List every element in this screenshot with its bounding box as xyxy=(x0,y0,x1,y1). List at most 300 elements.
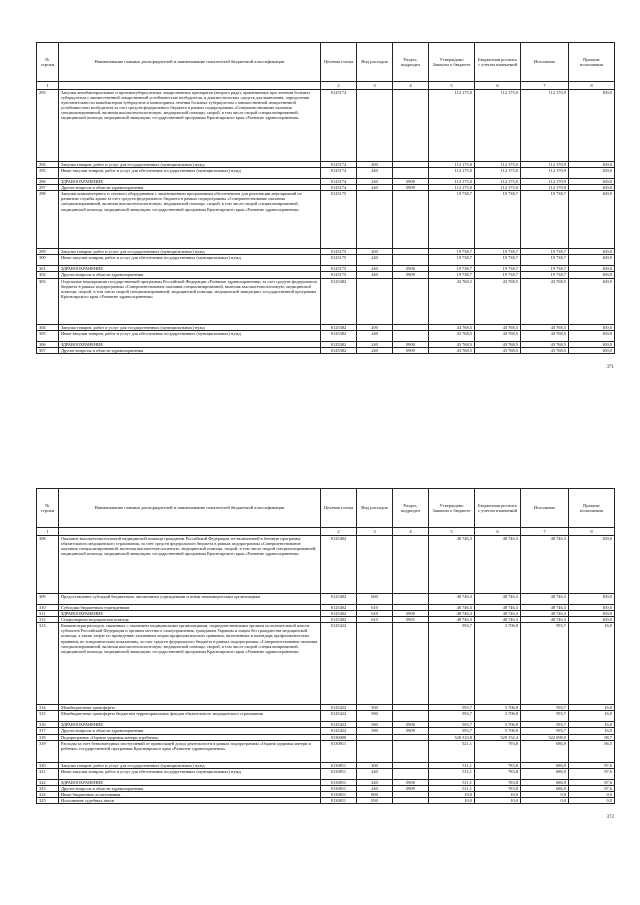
row-name: ЗДРАВООХРАНЕНИЕ xyxy=(59,266,321,272)
row-executed: 593,7 xyxy=(521,711,569,722)
row-target-code: 0125402 xyxy=(321,594,357,605)
row-approved: 19 738,7 xyxy=(429,266,475,272)
table-row xyxy=(37,278,615,324)
row-budget-list: 3 706,8 xyxy=(475,711,521,722)
row-percent: 16,0 xyxy=(569,623,615,705)
document-page-371 xyxy=(36,42,614,370)
row-expense-type: 830 xyxy=(357,798,393,804)
row-executed: 43 768,5 xyxy=(521,330,569,341)
row-executed: 112 170,9 xyxy=(521,168,569,179)
row-approved: 19 738,7 xyxy=(429,191,475,249)
row-name: ЗДРАВООХРАНЕНИЕ xyxy=(59,341,321,347)
row-executed: 48 746,3 xyxy=(521,617,569,623)
row-target-code: 0125402 xyxy=(321,617,357,623)
row-expense-type: 200 xyxy=(357,324,393,330)
row-target-code: 0130811 xyxy=(321,785,357,791)
row-section: 0900 xyxy=(393,611,429,617)
row-expense-type: 240 xyxy=(357,341,393,347)
table-row xyxy=(37,168,615,179)
table-row xyxy=(37,255,615,266)
row-name: Закупки компьютерного и сетевого оборудования с лицензионным программным обеспечением для реализации мероприятий по развитию службы крови за счет средств федерального бюджета в рамках подпрограммы «Совершенствование оказания специализированной, включая высокотехнологичную, медицинской помощи, скорой, в том числе скорой специализированной, медицинской помощи, медицинской эвакуации» государственной программы Красноярского края «Развитие здравоохранения» xyxy=(59,191,321,249)
row-percent: 100,0 xyxy=(569,249,615,255)
row-expense-type xyxy=(357,278,393,324)
header-num: № строки xyxy=(37,43,59,82)
row-expense-type: 240 xyxy=(357,255,393,266)
row-number: 294 xyxy=(37,162,59,168)
table-row xyxy=(37,798,615,804)
row-executed: 19 738,7 xyxy=(521,249,569,255)
row-number: 313 xyxy=(37,623,59,705)
row-approved: 48 746,3 xyxy=(429,617,475,623)
row-name: Стационарная медицинская помощь xyxy=(59,617,321,623)
row-expense-type xyxy=(357,536,393,594)
row-section: 0909 xyxy=(393,347,429,353)
row-budget-list: 48 746,3 xyxy=(475,594,521,605)
row-name: Иные закупки товаров, работ и услуг для обеспечения государственных (муниципальных) нужд xyxy=(59,168,321,179)
row-budget-list: 43 768,5 xyxy=(475,330,521,341)
row-number: 319 xyxy=(37,740,59,762)
row-number: 308 xyxy=(37,536,59,594)
row-approved: 43 768,5 xyxy=(429,341,475,347)
index-7: 7 xyxy=(521,82,569,90)
row-approved: 48 746,3 xyxy=(429,611,475,617)
row-budget-list: 43 768,5 xyxy=(475,347,521,353)
index-8: 8 xyxy=(569,528,615,536)
row-name: Другие вопросы в области здравоохранения xyxy=(59,728,321,734)
row-name: Расходы за счет безвозмездных поступлений от приносящей доход деятельности в рамках подпрограммы «Охрана здоровья матери и ребенка» государственной программы Красноярского края «Развитие здравоохранения» xyxy=(59,740,321,762)
row-budget-list: 783,8 xyxy=(475,779,521,785)
row-executed: 593,7 xyxy=(521,705,569,711)
row-approved: 112 175,0 xyxy=(429,162,475,168)
document-page-372 xyxy=(36,488,614,820)
row-executed: 19 738,7 xyxy=(521,272,569,278)
row-name: Исполнение судебных актов xyxy=(59,798,321,804)
row-expense-type: 580 xyxy=(357,711,393,722)
row-approved: 48 746,3 xyxy=(429,536,475,594)
row-budget-list: 3 706,8 xyxy=(475,722,521,728)
row-budget-list: 10,0 xyxy=(475,791,521,797)
row-number: 301 xyxy=(37,266,59,272)
row-expense-type: 240 xyxy=(357,347,393,353)
row-expense-type: 610 xyxy=(357,605,393,611)
row-percent: 100,0 xyxy=(569,191,615,249)
row-name: Другие вопросы в области здравоохранения xyxy=(59,785,321,791)
row-number: 311 xyxy=(37,611,59,617)
index-6: 6 xyxy=(475,82,521,90)
row-percent: 100,0 xyxy=(569,272,615,278)
row-name: Закупки антибактериальных и противотуберкулезных лекарственных препаратов (второго ряда), применяемых при лечении больных туберкулезом с множественной лекарственной устойчивостью возбудителя, и диагностических средств для выявления, определения чувствительности микобактерии туберкулеза и мониторинга лечения больных туберкулезом с множественной лекарственной устойчивостью возбудителя за счет средств федерального бюджета в рамках подпрограммы «Совершенствование оказания специализированной, включая высокотехнологичную, медицинской помощи, скорой, в том числе скорой специализированной, медицинской помощи, медицинской эвакуации» государственной программы Красноярского края «Развитие здравоохранения» xyxy=(59,90,321,162)
header-utv: Утверждено Законом о бюджете xyxy=(429,489,475,528)
row-percent: 100,0 xyxy=(569,611,615,617)
row-approved: 593,7 xyxy=(429,728,475,734)
row-name: ЗДРАВООХРАНЕНИЕ xyxy=(59,179,321,185)
row-section xyxy=(393,740,429,762)
row-name: Межбюджетные трансферты бюджетам территориальных фондов обязательного медицинского страхования xyxy=(59,711,321,722)
row-approved: 511,1 xyxy=(429,768,475,779)
row-name: Другие вопросы в области здравоохранения xyxy=(59,185,321,191)
row-executed: 43 768,5 xyxy=(521,324,569,330)
row-percent: 100,0 xyxy=(569,162,615,168)
row-number: 302 xyxy=(37,272,59,278)
row-executed: 43 768,5 xyxy=(521,278,569,324)
row-percent: 100,0 xyxy=(569,90,615,162)
index-3: 3 xyxy=(357,82,393,90)
row-expense-type: 500 xyxy=(357,705,393,711)
row-section xyxy=(393,798,429,804)
row-name: Предоставление субсидий бюджетным, автономным учреждениям и иным некоммерческим организациям xyxy=(59,594,321,605)
row-target-code: 0125422 xyxy=(321,711,357,722)
row-percent: 100,0 xyxy=(569,324,615,330)
row-number: 310 xyxy=(37,605,59,611)
row-approved: 511,1 xyxy=(429,779,475,785)
row-target-code: 0125402 xyxy=(321,536,357,594)
row-percent: 16,0 xyxy=(569,722,615,728)
row-percent: 16,0 xyxy=(569,711,615,722)
row-name: Оказание высокотехнологичной медицинской помощи гражданам Российской Федерации, не включенной в базовую программу обязательного медицинского страхования, за счет средств федерального бюджета в рамках подпрограммы «Совершенствование оказания специализированной, включая высокотехнологичную, медицинской помощи, скорой, в том числе скорой специализированной, медицинской помощи, медицинской эвакуации» государственной программы Красноярского края «Развитие здравоохранения» xyxy=(59,536,321,594)
row-section: 0909 xyxy=(393,728,429,734)
row-number: 299 xyxy=(37,249,59,255)
row-target-code: 0125174 xyxy=(321,90,357,162)
header-vid: Вид расходов xyxy=(357,43,393,82)
index-8: 8 xyxy=(569,82,615,90)
row-target-code: 0125174 xyxy=(321,162,357,168)
row-executed: 686,9 xyxy=(521,785,569,791)
row-executed: 112 170,9 xyxy=(521,162,569,168)
row-budget-list: 112 175,0 xyxy=(475,162,521,168)
table-row xyxy=(37,330,615,341)
row-expense-type: 200 xyxy=(357,249,393,255)
index-1: 1 xyxy=(37,82,59,90)
row-executed: 686,9 xyxy=(521,768,569,779)
row-executed: 43 768,5 xyxy=(521,341,569,347)
row-section xyxy=(393,255,429,266)
row-approved: 48 746,3 xyxy=(429,605,475,611)
row-target-code: 0125174 xyxy=(321,168,357,179)
row-percent: 100,0 xyxy=(569,605,615,611)
row-approved: 19 738,7 xyxy=(429,249,475,255)
table-body xyxy=(37,90,615,354)
row-budget-list: 43 768,5 xyxy=(475,341,521,347)
row-section: 0900 xyxy=(393,722,429,728)
index-2: 2 xyxy=(321,82,357,90)
index-6: 6 xyxy=(475,528,521,536)
row-target-code: 0130811 xyxy=(321,740,357,762)
row-number: 307 xyxy=(37,347,59,353)
row-approved: 593,7 xyxy=(429,623,475,705)
row-number: 318 xyxy=(37,734,59,740)
row-target-code: 0125402 xyxy=(321,605,357,611)
row-section xyxy=(393,594,429,605)
row-name: Субсидии бюджетным учреждениям xyxy=(59,605,321,611)
row-number: 304 xyxy=(37,324,59,330)
row-target-code: 0125382 xyxy=(321,341,357,347)
row-target-code: 0130811 xyxy=(321,791,357,797)
row-number: 314 xyxy=(37,705,59,711)
row-approved: 19 738,7 xyxy=(429,272,475,278)
row-number: 320 xyxy=(37,762,59,768)
row-section xyxy=(393,278,429,324)
index-1: 1 xyxy=(37,528,59,536)
row-approved: 511,1 xyxy=(429,762,475,768)
row-approved: 48 746,3 xyxy=(429,594,475,605)
row-expense-type xyxy=(357,90,393,162)
row-executed: 686,9 xyxy=(521,762,569,768)
row-budget-list: 793,8 xyxy=(475,740,521,762)
index-1b xyxy=(59,82,321,90)
row-approved: 112 175,0 xyxy=(429,90,475,162)
budget-table xyxy=(36,488,615,804)
row-target-code: 0125422 xyxy=(321,728,357,734)
row-percent: 100,0 xyxy=(569,255,615,266)
row-section xyxy=(393,768,429,779)
row-target-code: 0125422 xyxy=(321,705,357,711)
row-section: 0909 xyxy=(393,785,429,791)
row-name: Подпрограмма «Охрана здоровья матери и ребенка» xyxy=(59,734,321,740)
row-percent: 87,6 xyxy=(569,768,615,779)
row-budget-list: 19 738,7 xyxy=(475,249,521,255)
index-4: 4 xyxy=(393,82,429,90)
row-expense-type: 200 xyxy=(357,162,393,168)
row-expense-type xyxy=(357,191,393,249)
header-utv: Утверждено Законом о бюджете xyxy=(429,43,475,82)
row-name: ЗДРАВООХРАНЕНИЕ xyxy=(59,722,321,728)
row-number: 298 xyxy=(37,191,59,249)
budget-table xyxy=(36,42,615,354)
row-name: Межбюджетные трансферты xyxy=(59,705,321,711)
row-approved: 112 175,0 xyxy=(429,179,475,185)
row-name: Иные закупки товаров, работ и услуг для обеспечения государственных (муниципальных) нужд xyxy=(59,330,321,341)
row-target-code: 0125422 xyxy=(321,623,357,705)
row-budget-list: 112 175,0 xyxy=(475,90,521,162)
row-target-code: 0125175 xyxy=(321,255,357,266)
row-percent: 100,0 xyxy=(569,341,615,347)
row-budget-list: 783,8 xyxy=(475,768,521,779)
row-number: 315 xyxy=(37,711,59,722)
row-budget-list: 3 706,8 xyxy=(475,705,521,711)
row-approved: 528 323,8 xyxy=(429,734,475,740)
row-percent: 100,0 xyxy=(569,330,615,341)
row-percent: 16,0 xyxy=(569,728,615,734)
header-proc: Процент исполнения xyxy=(569,43,615,82)
row-executed: 112 170,9 xyxy=(521,185,569,191)
row-expense-type: 240 xyxy=(357,768,393,779)
row-expense-type: 240 xyxy=(357,266,393,272)
row-number: 312 xyxy=(37,617,59,623)
row-approved: 10,0 xyxy=(429,791,475,797)
row-percent: 87,6 xyxy=(569,762,615,768)
row-expense-type: 240 xyxy=(357,168,393,179)
row-executed: 112 170,9 xyxy=(521,179,569,185)
row-number: 295 xyxy=(37,168,59,179)
row-approved: 112 175,0 xyxy=(429,185,475,191)
row-percent: 100,0 xyxy=(569,179,615,185)
row-percent: 0,0 xyxy=(569,798,615,804)
row-percent: 87,6 xyxy=(569,779,615,785)
row-approved: 19 738,7 xyxy=(429,255,475,266)
row-budget-list: 783,8 xyxy=(475,762,521,768)
row-target-code: 0125382 xyxy=(321,324,357,330)
header-isp: Исполнено xyxy=(521,489,569,528)
row-number: 325 xyxy=(37,798,59,804)
row-target-code: 0125175 xyxy=(321,272,357,278)
row-executed: 48 746,3 xyxy=(521,594,569,605)
row-executed: 48 746,3 xyxy=(521,536,569,594)
row-target-code: 0125174 xyxy=(321,179,357,185)
row-expense-type xyxy=(357,740,393,762)
row-name: Другие вопросы в области здравоохранения xyxy=(59,347,321,353)
row-section xyxy=(393,536,429,594)
header-name: Наименование главных распорядителей и наименование показателей бюджетной классификации xyxy=(59,43,321,82)
row-expense-type: 580 xyxy=(357,728,393,734)
header-razdel: Раздел, подраздел xyxy=(393,43,429,82)
row-percent: 0,0 xyxy=(569,791,615,797)
row-target-code: 0125382 xyxy=(321,347,357,353)
row-number: 306 xyxy=(37,341,59,347)
row-expense-type: 800 xyxy=(357,791,393,797)
row-approved: 511,1 xyxy=(429,785,475,791)
row-name: ЗДРАВООХРАНЕНИЕ xyxy=(59,611,321,617)
row-executed: 686,9 xyxy=(521,779,569,785)
row-budget-list: 3 706,8 xyxy=(475,728,521,734)
row-section xyxy=(393,90,429,162)
row-executed: 19 738,7 xyxy=(521,191,569,249)
row-number: 296 xyxy=(37,179,59,185)
row-target-code: 0125175 xyxy=(321,191,357,249)
row-percent: 98,7 xyxy=(569,734,615,740)
table-row xyxy=(37,347,615,353)
row-expense-type: 200 xyxy=(357,762,393,768)
row-expense-type xyxy=(357,623,393,705)
row-number: 297 xyxy=(37,185,59,191)
row-percent: 100,0 xyxy=(569,594,615,605)
row-target-code: 0125175 xyxy=(321,249,357,255)
table-row xyxy=(37,594,615,605)
row-approved: 43 768,5 xyxy=(429,347,475,353)
row-executed: 48 746,3 xyxy=(521,605,569,611)
row-target-code: 0130811 xyxy=(321,798,357,804)
index-2: 2 xyxy=(321,528,357,536)
row-name: ЗДРАВООХРАНЕНИЕ xyxy=(59,779,321,785)
row-expense-type: 240 xyxy=(357,272,393,278)
row-target-code: 0125382 xyxy=(321,278,357,324)
index-1b xyxy=(59,528,321,536)
table-row xyxy=(37,711,615,722)
row-budget-list: 19 738,7 xyxy=(475,266,521,272)
header-target: Целевая статья xyxy=(321,43,357,82)
row-executed: 19 738,7 xyxy=(521,255,569,266)
row-budget-list: 529 152,4 xyxy=(475,734,521,740)
row-executed: 593,7 xyxy=(521,728,569,734)
row-section: 0900 xyxy=(393,779,429,785)
header-razdel: Раздел, подраздел xyxy=(393,489,429,528)
row-expense-type: 240 xyxy=(357,185,393,191)
row-executed: 0,0 xyxy=(521,798,569,804)
header-name: Наименование главных распорядителей и наименование показателей бюджетной классификации xyxy=(59,489,321,528)
row-budget-list: 19 738,7 xyxy=(475,191,521,249)
row-executed: 48 746,3 xyxy=(521,611,569,617)
row-executed: 19 738,7 xyxy=(521,266,569,272)
row-approved: 112 175,0 xyxy=(429,168,475,179)
row-percent: 86,5 xyxy=(569,740,615,762)
header-rosp: Бюджетная роспись с учетом изменений xyxy=(475,43,521,82)
row-budget-list: 3 706,8 xyxy=(475,623,521,705)
row-number: 323 xyxy=(37,785,59,791)
row-expense-type: 240 xyxy=(357,330,393,341)
row-target-code: 0125174 xyxy=(321,185,357,191)
row-expense-type: 610 xyxy=(357,611,393,617)
row-approved: 10,0 xyxy=(429,798,475,804)
row-executed: 43 768,5 xyxy=(521,347,569,353)
header-num: № строки xyxy=(37,489,59,528)
row-name: Закупка товаров, работ и услуг для государственных (муниципальных) нужд xyxy=(59,324,321,330)
table-row xyxy=(37,623,615,705)
row-target-code: 0130000 xyxy=(321,734,357,740)
row-number: 316 xyxy=(37,722,59,728)
row-budget-list: 19 738,7 xyxy=(475,272,521,278)
row-expense-type: 600 xyxy=(357,594,393,605)
row-executed: 112 170,9 xyxy=(521,90,569,162)
row-name: Закупка товаров, работ и услуг для государственных (муниципальных) нужд xyxy=(59,249,321,255)
row-budget-list: 43 768,5 xyxy=(475,324,521,330)
index-7: 7 xyxy=(521,528,569,536)
row-section: 0901 xyxy=(393,617,429,623)
row-budget-list: 43 768,5 xyxy=(475,278,521,324)
row-budget-list: 48 746,3 xyxy=(475,536,521,594)
row-number: 324 xyxy=(37,791,59,797)
row-executed: 593,7 xyxy=(521,623,569,705)
row-budget-list: 48 746,3 xyxy=(475,611,521,617)
row-number: 321 xyxy=(37,768,59,779)
row-executed: 522 099,0 xyxy=(521,734,569,740)
row-expense-type: 240 xyxy=(357,779,393,785)
row-percent: 100,0 xyxy=(569,536,615,594)
row-percent: 100,0 xyxy=(569,278,615,324)
page-number: 372 xyxy=(606,815,614,820)
row-name: Компенсация расходов, связанных с оказанием медицинскими организациями, подведомственными органам исполнительной власти субъектов Российской Федерации и органам местного самоуправления, гражданам Украины и лицам без гражданства медицинской помощи, а также затрат по проведению указанным лицам профилактических прививок, включенных в календарь профилактических прививок по эпидемическим показаниям, за счет средств федерального бюджета в рамках подпрограммы «Совершенствование оказания специализированной, включая высокотехнологичную, медицинской помощи, скорой, в том числе скорой специализированной, медицинской помощи, медицинской эвакуации» государственной программы Красноярского края «Развитие здравоохранения» xyxy=(59,623,321,705)
header-target: Целевая статья xyxy=(321,489,357,528)
row-target-code: 0130811 xyxy=(321,762,357,768)
row-section: 0900 xyxy=(393,341,429,347)
table-row xyxy=(37,191,615,249)
row-budget-list: 10,0 xyxy=(475,798,521,804)
row-target-code: 0125402 xyxy=(321,611,357,617)
header-vid: Вид расходов xyxy=(357,489,393,528)
table-body xyxy=(37,536,615,804)
row-name: Отдельные мероприятия государственной программы Российской Федерации «Развитие здравоохранения» за счет средств федерального бюджета в рамках подпрограммы «Совершенствование оказания специализированной, включая высокотехнологичную, медицинской помощи, скорой, в том числе скорой специализированной, медицинской помощи, медицинской эвакуации» государственной программы Красноярского края «Развитие здравоохранения» xyxy=(59,278,321,324)
row-number: 305 xyxy=(37,330,59,341)
row-section: 0909 xyxy=(393,185,429,191)
row-name: Иные бюджетные ассигнования xyxy=(59,791,321,797)
row-executed: 593,7 xyxy=(521,722,569,728)
row-section xyxy=(393,623,429,705)
index-3: 3 xyxy=(357,528,393,536)
row-approved: 43 768,5 xyxy=(429,330,475,341)
row-approved: 593,7 xyxy=(429,711,475,722)
row-percent: 100,0 xyxy=(569,266,615,272)
row-approved: 43 768,5 xyxy=(429,324,475,330)
row-approved: 43 768,5 xyxy=(429,278,475,324)
row-section: 0909 xyxy=(393,272,429,278)
row-number: 317 xyxy=(37,728,59,734)
header-rosp: Бюджетная роспись с учетом изменений xyxy=(475,489,521,528)
row-expense-type: 580 xyxy=(357,722,393,728)
row-section xyxy=(393,330,429,341)
row-target-code: 0125422 xyxy=(321,722,357,728)
row-budget-list: 112 175,0 xyxy=(475,185,521,191)
row-approved: 593,7 xyxy=(429,705,475,711)
header-proc: Процент исполнения xyxy=(569,489,615,528)
row-section: 0900 xyxy=(393,266,429,272)
